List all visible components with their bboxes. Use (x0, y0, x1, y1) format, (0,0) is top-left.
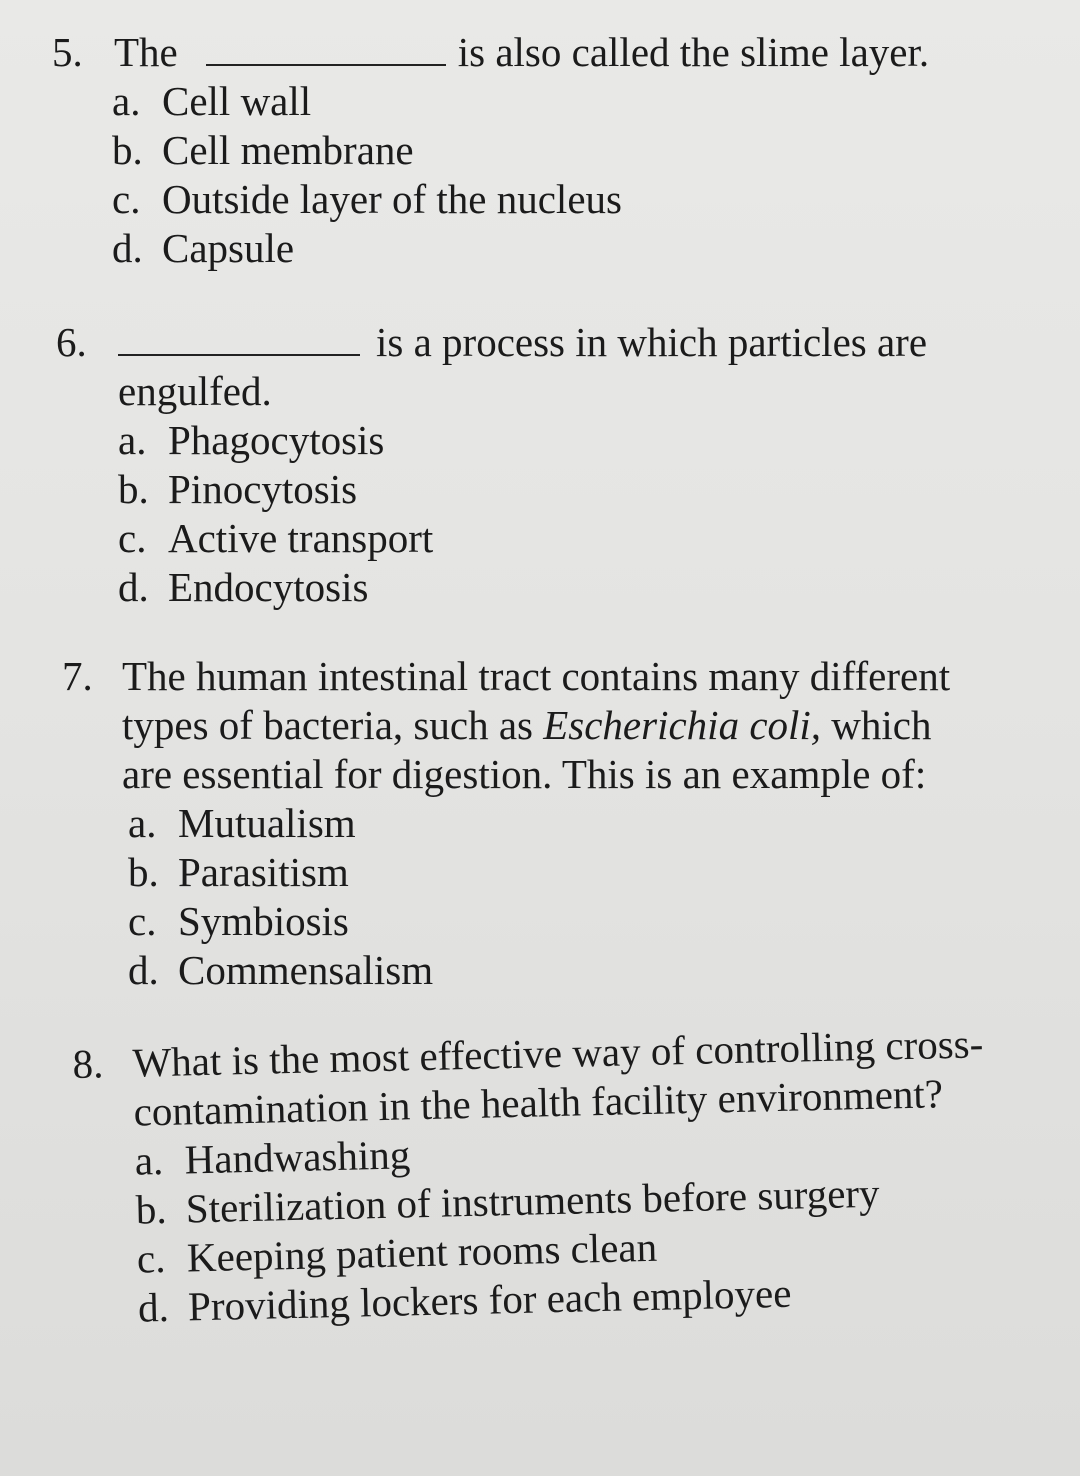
choice-letter: a. (134, 1136, 164, 1184)
choice-letter: d. (137, 1283, 170, 1331)
question-7-stem-line-3: are essential for digestion. This is an example of: (122, 751, 927, 797)
question-6-stem (56, 318, 927, 367)
choice-text: Symbiosis (178, 898, 349, 944)
choice-letter: d. (128, 947, 159, 993)
question-5-stem (52, 28, 929, 77)
choice-text: Mutualism (178, 800, 356, 846)
choice-text: Providing lockers for each employee (187, 1269, 792, 1330)
choice-letter: c. (118, 515, 147, 561)
question-stem-suffix: is a process in which particles are (376, 319, 928, 365)
choice-text: Active transport (168, 515, 434, 561)
choice-b[interactable] (118, 465, 927, 514)
choice-letter: d. (118, 564, 149, 610)
question-number: 5. (52, 29, 83, 75)
question-stem-text: What is the most effective way of controlling cross- (132, 1020, 984, 1086)
question-8-stem-line-2: contamination in the health facility environment? (133, 1070, 944, 1135)
choice-text: Cell membrane (162, 127, 414, 173)
choice-letter: a. (118, 417, 147, 463)
choice-c[interactable] (118, 514, 927, 563)
question-7 (62, 652, 950, 995)
choice-b[interactable] (128, 848, 950, 897)
choice-list (112, 77, 929, 273)
choice-c[interactable] (112, 175, 929, 224)
choice-letter: d. (112, 225, 143, 271)
answer-blank[interactable] (118, 324, 360, 356)
choice-letter: b. (128, 849, 159, 895)
question-stem-text: types of bacteria, such as (122, 702, 544, 748)
choice-a[interactable] (118, 416, 927, 465)
choice-letter: b. (135, 1185, 168, 1233)
question-stem-text: The human intestinal tract contains many different (122, 653, 951, 699)
choice-letter: a. (128, 800, 157, 846)
answer-blank[interactable] (206, 34, 446, 66)
choice-text: Outside layer of the nucleus (162, 176, 622, 222)
question-8 (72, 1019, 989, 1334)
choice-a[interactable] (128, 799, 950, 848)
question-5 (52, 28, 929, 273)
choice-b[interactable] (112, 126, 929, 175)
choice-letter: b. (112, 127, 143, 173)
choice-letter: c. (128, 898, 157, 944)
question-number: 7. (62, 653, 93, 699)
question-stem-text: which (821, 702, 932, 748)
question-number: 6. (56, 319, 87, 365)
choice-text: Handwashing (184, 1131, 411, 1183)
choice-c[interactable] (128, 897, 950, 946)
choice-list (118, 416, 927, 612)
choice-text: Capsule (162, 225, 295, 271)
choice-text: Commensalism (178, 947, 434, 993)
question-6 (56, 318, 927, 612)
choice-text: Pinocytosis (168, 466, 358, 512)
choice-text: Keeping patient rooms clean (186, 1223, 658, 1281)
choice-list (134, 1117, 989, 1332)
choice-text: Cell wall (162, 78, 312, 124)
question-7-stem-line-2 (122, 701, 950, 750)
choice-text: Sterilization of instruments before surgery (185, 1169, 880, 1232)
choice-letter: c. (112, 176, 141, 222)
choice-letter: b. (118, 466, 149, 512)
choice-d[interactable] (112, 224, 929, 273)
choice-text: Endocytosis (168, 564, 369, 610)
choice-text: Phagocytosis (168, 417, 385, 463)
choice-d[interactable] (128, 946, 950, 995)
question-stem-continuation: engulfed. (118, 368, 272, 414)
question-stem-prefix: The (114, 29, 178, 75)
choice-letter: a. (112, 78, 141, 124)
choice-a[interactable] (112, 77, 929, 126)
choice-list (128, 799, 950, 995)
question-stem-suffix: is also called the slime layer. (457, 29, 930, 75)
choice-letter: c. (136, 1234, 166, 1282)
choice-d[interactable] (118, 563, 927, 612)
choice-text: Parasitism (178, 849, 349, 895)
question-7-stem-line-1 (62, 652, 950, 701)
species-name: Escherichia coli, (543, 702, 822, 748)
question-number: 8. (72, 1040, 104, 1087)
